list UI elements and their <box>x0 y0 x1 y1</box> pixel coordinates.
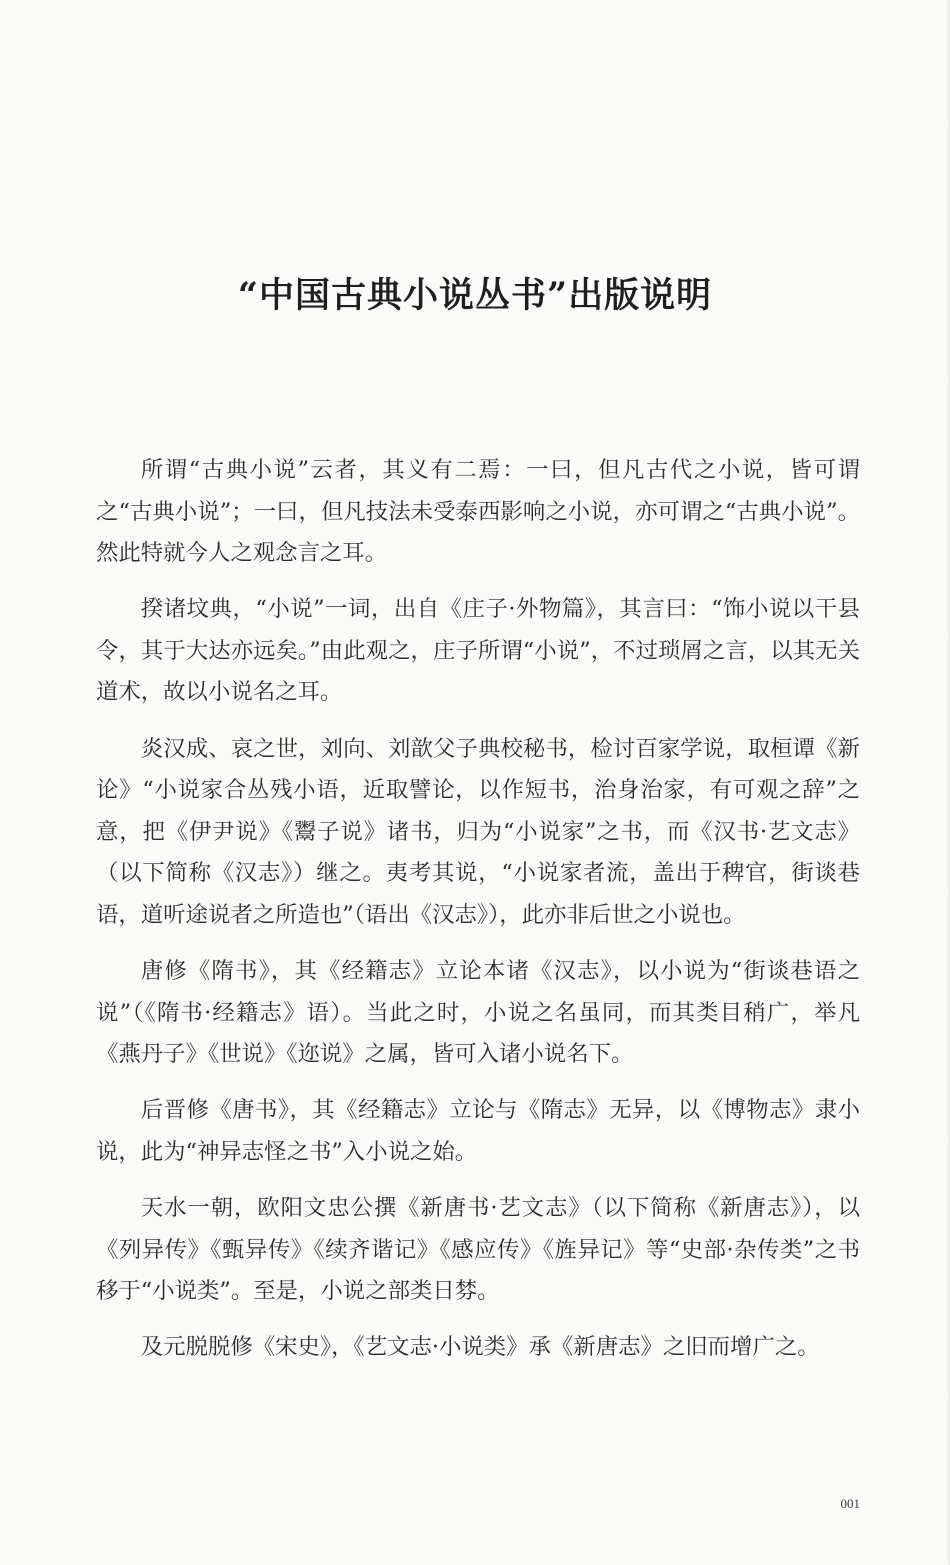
page-number: 001 <box>840 1496 860 1511</box>
paragraph: 所谓“古典小说”云者，其义有二焉：一曰，但凡古代之小说，皆可谓之“古典小说”；一曰，但凡技法未受泰西影响之小说，亦可谓之“古典小说”。然此特就今人之观念言之耳。 <box>96 457 860 567</box>
body-text <box>96 450 860 1383</box>
page-title: “中国古典小说丛书”出版说明 <box>237 275 713 316</box>
paragraph: 及元脱脱修《宋史》，《艺文志·小说类》承《新唐志》之旧而增广之。 <box>140 1334 820 1361</box>
paragraph: 后晋修《唐书》，其《经籍志》立论与《隋志》无异，以《博物志》隶小说，此为“神异志怪之书”入小说之始。 <box>96 1097 860 1165</box>
paragraph: 天水一朝，欧阳文忠公撰《新唐书·艺文志》（以下简称《新唐志》），以《列异传》《甄异传》《续齐谐记》《感应传》《旌异记》等“史部·杂传类”之书移于“小说类”。至是，小说之部类日棼。 <box>96 1195 860 1305</box>
paragraph: 唐修《隋书》，其《经籍志》立论本诸《汉志》，以小说为“街谈巷语之说”（《隋书·经籍志》语）。当此之时，小说之名虽同，而其类目稍广，举凡《燕丹子》《世说》《迩说》之属，皆可入诸小说名下。 <box>96 958 860 1068</box>
paragraph: 炎汉成、哀之世，刘向、刘歆父子典校秘书，检讨百家学说，取桓谭《新论》“小说家合丛残小语，近取譬论，以作短书，治身治家，有可观之辞”之意，把《伊尹说》《鬻子说》诸书，归为“小说家”之书，而《汉书·艺文志》（以下简称《汉志》）继之。夷考其说，“小说家者流，盖出于稗官，街谈巷语，道听途说者之所造也”（语出《汉志》），此亦非后世之小说也。 <box>96 735 860 928</box>
page-edge-shadow <box>946 0 950 1565</box>
paragraph: 揆诸坟典，“小说”一词，出自《庄子·外物篇》，其言曰：“饰小说以干县令，其于大达亦远矣。”由此观之，庄子所谓“小说”，不过琐屑之言，以其无关道术，故以小说名之耳。 <box>96 596 860 706</box>
